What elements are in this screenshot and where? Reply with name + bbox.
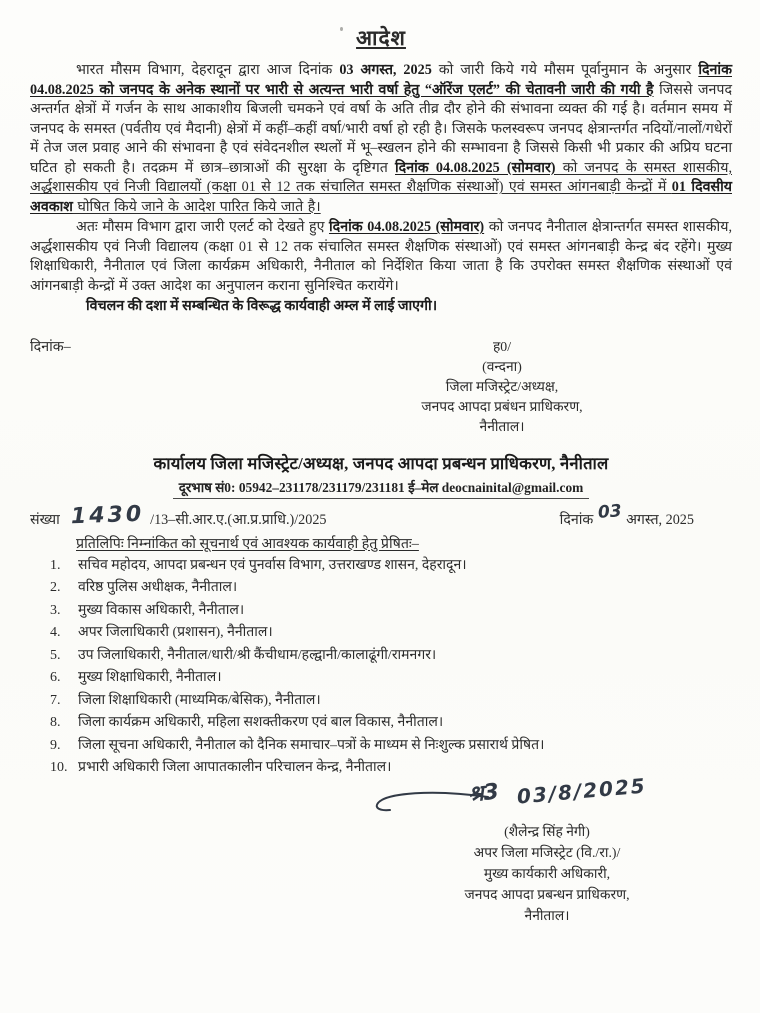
warning-line: विचलन की दशा में सम्बन्धित के विरूद्ध कार्यवाही अम्ल में लाई जाएगी। <box>86 298 438 314</box>
list-item <box>50 558 732 574</box>
signatory-place: नैनीताल। <box>479 418 525 434</box>
list-item-text: वरिष्ठ पुलिस अधीक्षक, नैनीताल। <box>78 580 238 595</box>
handwritten-signature <box>382 772 712 821</box>
list-item <box>50 738 732 754</box>
signature-block-dm <box>377 337 627 437</box>
handwritten-reference-date: 03 <box>597 500 623 523</box>
text-run: दिनांक 04.08.2025 (सोमवार) <box>395 159 556 176</box>
list-item <box>50 625 732 641</box>
dateline-label: दिनांक– <box>30 338 71 355</box>
list-item-number: 3. <box>50 602 61 618</box>
signatory-place: नैनीताल। <box>524 907 570 923</box>
list-item-text: मुख्य शिक्षाधिकारी, नैनीताल। <box>78 670 222 685</box>
copy-distribution-heading: प्रतिलिपिः निम्नांकित को सूचनार्थ एवं आवश्यक कार्यवाही हेतु प्रेषितः– <box>76 535 419 552</box>
text-run: अतः मौसम विभाग द्वारा जारी एलर्ट को देखते हुए <box>76 219 329 235</box>
office-letterhead <box>30 451 732 499</box>
list-item <box>50 760 732 776</box>
list-item-number: 4. <box>50 625 61 640</box>
dateline-signature-row <box>30 337 732 437</box>
signatory-designation: जिला मजिस्ट्रेट/अध्यक्ष, <box>445 378 559 394</box>
handwritten-reference-number: 1430 <box>70 501 145 529</box>
text-run: को जारी किये गये मौसम पूर्वानुमान के अनुसार <box>431 62 699 78</box>
signatory-designation-2: मुख्य कार्यकारी अधिकारी, <box>483 865 611 881</box>
list-item-number: 8. <box>50 715 61 730</box>
recipients-list <box>50 558 732 777</box>
list-item-text: उप जिलाधिकारी, नैनीताल/धारी/श्री कैंचीधाम/हल्द्वानी/कालाढूंगी/रामनगर। <box>78 647 437 663</box>
list-item-number: 5. <box>50 647 61 663</box>
list-item-text: जिला शिक्षाधिकारी (माध्यमिक/बेसिक), नैनीताल। <box>78 692 321 708</box>
signatory-authority: जनपद आपदा प्रबन्धन प्राधिकरण, <box>464 886 630 902</box>
list-item-text: सचिव महोदय, आपदा प्रबन्धन एवं पुनर्वास विभाग, उत्तराखण्ड शासन, देहरादून। <box>78 557 467 573</box>
text-run: को जनपद नैनीताल क्षेत्रान्तर्गत समस्त शासकीय, अर्द्धशासकीय एवं निजी विद्यालय (कक्षा 01 से 12 तक संचालित समस्त शैक्षणिक संस्थाओं) एवं समस्त आंगनबाड़ी केन्द्र बंद रहेंगे। मुख्य शिक्षाधिकारी, नैनीताल एवं जिला कार्यक्रम अधिकारी, नैनीताल को निर्देशित किया जाता है कि उपरोक्त समस्त शैक्षणिक संस्थाओं एवं आंगनबाड़ी केन्द्रों में उक्त आदेश का अनुपालन कराना सुनिश्चित करायेंगे। <box>30 219 732 294</box>
text-run: दिनांक 04.08.2025 (सोमवार) <box>328 219 485 235</box>
list-item <box>50 603 732 619</box>
list-item <box>50 715 732 731</box>
signatory-name: (शैलेन्द्र सिंह नेगी) <box>504 823 590 839</box>
text-run: को जनपद के समस्त शासकीय, अर्द्धशासकीय एवं निजी विद्यालयों (कक्षा 01 से 12 तक संचालित समस्त शैक्षणिक संस्थाओं) एवं समस्त आंगनबाड़ी केन्द्रों में <box>30 159 732 195</box>
handwritten-initials: श्र3 <box>466 778 501 808</box>
list-item-text: अपर जिलाधिकारी (प्रशासन), नैनीताल। <box>78 625 273 640</box>
scan-noise-speck <box>340 27 343 31</box>
signature-sd-line: ह0/ <box>492 338 512 354</box>
order-paragraph-1 <box>30 61 732 217</box>
list-item <box>50 670 732 686</box>
text-run: दिनांक 04.08.2025 को जनपद के अनेक स्थानों पर भारी से अत्यन्त भारी वर्षा हेतु “ऑरेंज एलर्ट” की चेतावनी जारी की गयी है <box>30 62 732 98</box>
text-run: घोषित किये जाने के आदेश पारित किये जाते है। <box>72 198 321 215</box>
list-item-number: 7. <box>50 692 61 708</box>
order-paragraph-2 <box>30 218 732 296</box>
text-run: जिससे जनपद अन्तर्गत क्षेत्रों में गर्जन के साथ आकाशीय बिजली चमकने एवं वर्षा के अति तीव्र दौर होने की संभावना व्यक्त की गई है। वर्तमान समय में जनपद के समस्त (पर्वतीय एवं मैदानी) क्षेत्रों में कहीं–कहीं वर्षा/भारी वर्षा हो रही है। जिसके फलस्वरूप जनपद क्षेत्रान्तर्गत नदियों/नालों/गधेरों में तेज जल प्रवाह आने की संभावना है एवं संवेदनशील स्थलों में भू–स्खलन होने की सम्भावना है जिससे किसी भी प्रकार की अप्रिय घटना घटित हो सकती है। तदक्रम में छात्र–छात्राओं की सुरक्षा के दृष्टिगत <box>30 81 732 176</box>
list-item-text: जिला कार्यक्रम अधिकारी, महिला सशक्तीकरण एवं बाल विकास, नैनीताल। <box>78 715 444 730</box>
reference-number-label: संख्या <box>30 511 60 528</box>
reference-number-rest: /13–सी.आर.ए.(आ.प्र.प्राधि.)/2025 <box>150 511 327 528</box>
list-item <box>50 693 732 709</box>
office-name: कार्यालय जिला मजिस्ट्रेट/अध्यक्ष, जनपद आपदा प्रबन्धन प्राधिकरण, नैनीताल <box>153 453 609 473</box>
list-item <box>50 648 732 664</box>
handwritten-date: 03/8/2025 <box>516 772 648 809</box>
list-item-text: जिला सूचना अधिकारी, नैनीताल को दैनिक समाचार–पत्रों के माध्यम से निःशुल्क प्रसारार्थ प्रेषित। <box>78 737 545 753</box>
list-item-number: 9. <box>50 737 61 753</box>
signatory-designation: अपर जिला मजिस्ट्रेट (वि./रा.)/ <box>473 844 621 860</box>
list-item-text: प्रभारी अधिकारी जिला आपातकालीन परिचालन केन्द्र, नैनीताल। <box>78 760 392 775</box>
text-run: 01 दिवसीय अवकाश <box>30 179 732 215</box>
list-item-number: 6. <box>50 670 61 685</box>
office-contact-line: दूरभाष सं0: 05942–231178/231179/231181 ई–मेल deocnainital@gmail.com <box>173 476 590 499</box>
text-run: 03 अगस्त, 2025 <box>339 62 432 78</box>
list-item-number: 2. <box>50 580 61 595</box>
reference-date <box>559 500 694 529</box>
signatory-name: (वन्दना) <box>482 358 522 374</box>
list-item-text: मुख्य विकास अधिकारी, नैनीताल। <box>78 602 245 618</box>
list-item-number: 10. <box>50 760 68 775</box>
list-item-number: 1. <box>50 557 61 573</box>
signature-block-adm <box>382 772 712 926</box>
text-run: भारत मौसम विभाग, देहरादून द्वारा आज दिनांक <box>76 62 340 78</box>
document-title: आदेश <box>356 26 406 50</box>
reference-date-label: दिनांक <box>559 511 594 528</box>
signatory-authority: जनपद आपदा प्रबंधन प्राधिकरण, <box>421 398 583 414</box>
list-item <box>50 580 732 596</box>
reference-row <box>30 500 732 530</box>
reference-date-rest: अगस्त, 2025 <box>626 511 694 528</box>
reference-number <box>30 501 327 530</box>
